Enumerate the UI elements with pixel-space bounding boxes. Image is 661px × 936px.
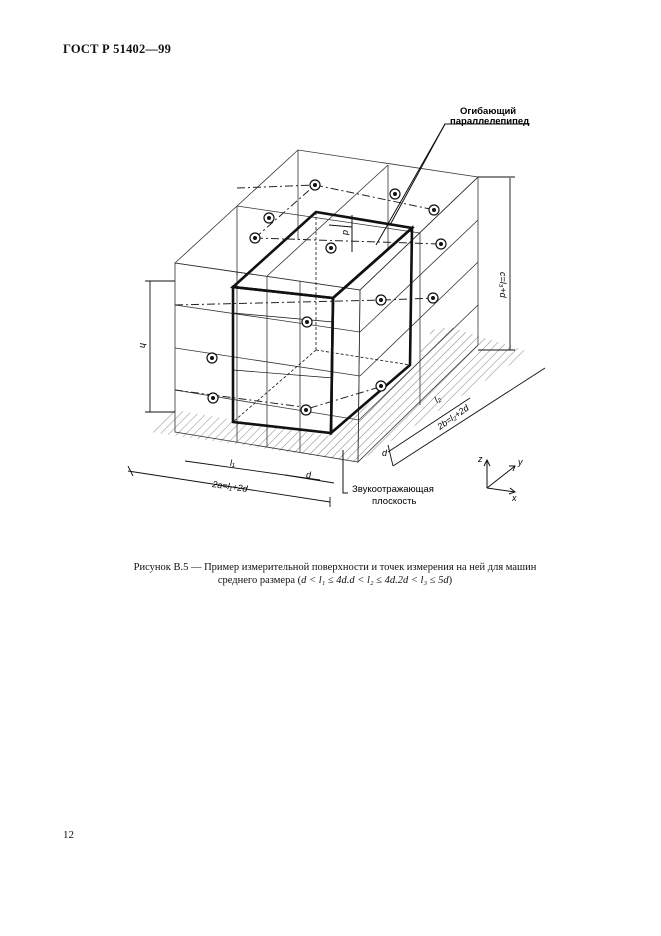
caption-line1: Рисунок В.5 — Пример измерительной поверхности и точек измерения на ней для машин (133, 562, 537, 573)
dimension-d-top-label: d (341, 230, 351, 236)
caption-formula: d < l₁ ≤ 4d.d < l₂ ≤ 4d.2d < l₃ ≤ 5d (301, 575, 449, 586)
dimension-d-side-label: d (382, 448, 388, 458)
caption-line2-prefix: среднего размера ( (217, 575, 302, 586)
reflecting-plane-label-line2: плоскость (372, 496, 417, 507)
coordinate-axes (484, 460, 515, 494)
dimension-c-label: c=l₃+d (498, 272, 508, 298)
reflecting-plane-label-line1: Звукоотражающая (352, 484, 434, 495)
envelope-label-line1: Огибающий (460, 106, 517, 117)
envelope-label-line2: параллелепипед (450, 116, 530, 127)
envelope-parallelepiped (175, 150, 478, 462)
dimension-2a-label: 2a=l₁+2d (211, 479, 249, 494)
dimension-d-bottom-label: d (306, 470, 312, 480)
dimension-l2-label: l₂ (432, 393, 443, 405)
dimension-2b-label: 2b=l₂+2d (435, 402, 471, 432)
axis-y-label: y (518, 457, 523, 467)
document-header: ГОСТ Р 51402—99 (63, 42, 172, 56)
dimension-h-label: h (138, 343, 148, 349)
page-number: 12 (63, 829, 74, 841)
caption-line2 (90, 574, 580, 587)
figure-caption (90, 561, 580, 587)
axis-z-label: z (478, 454, 483, 464)
axis-x-label: x (512, 493, 517, 503)
caption-line2-suffix: ) (448, 575, 453, 586)
dimension-l1-label: l₁ (230, 458, 235, 468)
